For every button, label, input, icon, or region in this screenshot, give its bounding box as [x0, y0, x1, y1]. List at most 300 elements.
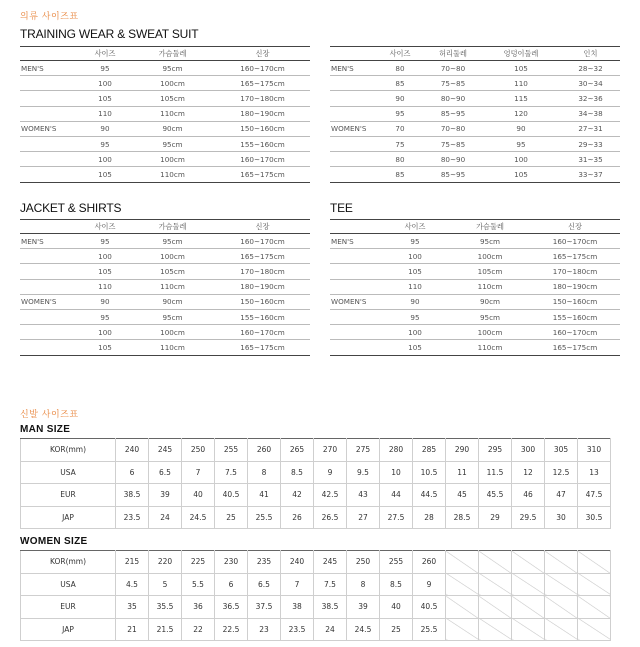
table-row	[330, 294, 620, 309]
table-cell: 165~175cm	[215, 167, 310, 182]
empty-cell	[512, 596, 545, 619]
size-cell: 38	[281, 596, 314, 619]
table-cell: 150~160cm	[215, 294, 310, 309]
table-cell: 75~85	[425, 76, 481, 91]
table-cell: 95	[481, 136, 561, 151]
table-row	[20, 234, 310, 249]
table-row	[20, 167, 310, 182]
empty-cell	[446, 551, 479, 574]
table-cell: 110cm	[130, 279, 215, 294]
row-label: JAP	[21, 618, 116, 641]
table-cell: 155~160cm	[215, 309, 310, 324]
training-table-title: TRAINING WEAR & SWEAT SUIT	[20, 27, 199, 41]
table-cell: 95	[80, 309, 130, 324]
table-cell: 80	[375, 61, 425, 76]
table-cell: 80	[375, 152, 425, 167]
table-row	[20, 264, 310, 279]
size-cell: 240	[281, 551, 314, 574]
group-label	[20, 279, 80, 294]
jacket-size-table	[20, 219, 310, 356]
column-header: 가슴둘레	[130, 47, 215, 61]
size-cell: 24.5	[347, 618, 380, 641]
size-cell: 27	[347, 506, 380, 529]
size-cell: 13	[578, 461, 611, 484]
table-row	[20, 279, 310, 294]
table-header-row	[20, 47, 310, 61]
table-row	[330, 249, 620, 264]
group-label: WOMEN'S	[330, 121, 375, 136]
size-cell: 42.5	[314, 484, 347, 507]
man-size-title: MAN SIZE	[20, 424, 71, 435]
table-cell: 100cm	[450, 249, 530, 264]
size-cell: 245	[149, 439, 182, 462]
table-cell: 80~90	[425, 91, 481, 106]
table-cell: 165~175cm	[215, 76, 310, 91]
table-cell: 100cm	[130, 249, 215, 264]
column-header	[20, 220, 80, 234]
table-header-row	[330, 220, 620, 234]
table-cell: 70~80	[425, 61, 481, 76]
empty-cell	[545, 573, 578, 596]
table-cell: 90	[80, 121, 130, 136]
size-cell: 40	[182, 484, 215, 507]
table-cell: 105	[80, 264, 130, 279]
size-cell: 26	[281, 506, 314, 529]
table-cell: 105	[80, 340, 130, 355]
size-cell: 29	[479, 506, 512, 529]
table-row	[330, 340, 620, 355]
size-cell: 44	[380, 484, 413, 507]
size-cell: 39	[347, 596, 380, 619]
size-cell: 40.5	[413, 596, 446, 619]
table-cell: 170~180cm	[530, 264, 620, 279]
pants-size-table	[330, 46, 620, 183]
column-header: 사이즈	[380, 220, 450, 234]
table-cell: 90	[481, 121, 561, 136]
table-cell: 150~160cm	[530, 294, 620, 309]
table-cell: 95cm	[130, 234, 215, 249]
row-label: EUR	[21, 596, 116, 619]
group-label	[20, 136, 80, 151]
table-cell: 30~34	[561, 76, 620, 91]
group-label: WOMEN'S	[20, 121, 80, 136]
size-cell: 24.5	[182, 506, 215, 529]
group-label: MEN'S	[330, 234, 380, 249]
table-row	[330, 76, 620, 91]
table-cell: 95cm	[130, 309, 215, 324]
table-cell: 170~180cm	[215, 264, 310, 279]
size-cell: 26.5	[314, 506, 347, 529]
size-cell: 47	[545, 484, 578, 507]
group-label	[330, 136, 375, 151]
size-cell: 285	[413, 439, 446, 462]
size-cell: 41	[248, 484, 281, 507]
table-row	[330, 121, 620, 136]
column-header	[330, 47, 375, 61]
table-cell: 165~175cm	[530, 249, 620, 264]
table-cell: 160~170cm	[215, 61, 310, 76]
group-label	[330, 91, 375, 106]
table-row	[20, 91, 310, 106]
column-header: 사이즈	[80, 220, 130, 234]
table-cell: 95	[375, 106, 425, 121]
size-cell: 25	[380, 618, 413, 641]
table-cell: 95cm	[450, 234, 530, 249]
row-label: KOR(mm)	[21, 551, 116, 574]
size-cell: 22.5	[215, 618, 248, 641]
table-cell: 105	[380, 264, 450, 279]
shoe-size-row	[21, 439, 611, 462]
size-cell: 230	[215, 551, 248, 574]
table-cell: 105	[380, 340, 450, 355]
table-cell: 100	[80, 249, 130, 264]
row-label: USA	[21, 461, 116, 484]
size-cell: 22	[182, 618, 215, 641]
table-cell: 100	[380, 249, 450, 264]
size-cell: 39	[149, 484, 182, 507]
size-cell: 7.5	[215, 461, 248, 484]
table-cell: 180~190cm	[530, 279, 620, 294]
size-cell: 245	[314, 551, 347, 574]
size-cell: 11.5	[479, 461, 512, 484]
empty-cell	[479, 618, 512, 641]
table-cell: 105cm	[130, 91, 215, 106]
table-cell: 70~80	[425, 121, 481, 136]
table-cell: 85~95	[425, 106, 481, 121]
size-cell: 310	[578, 439, 611, 462]
table-row	[20, 136, 310, 151]
group-label	[330, 264, 380, 279]
table-cell: 155~160cm	[530, 309, 620, 324]
table-row	[20, 294, 310, 309]
table-cell: 95cm	[450, 309, 530, 324]
table-row	[330, 91, 620, 106]
shoe-size-row	[21, 506, 611, 529]
size-cell: 235	[248, 551, 281, 574]
table-row	[20, 249, 310, 264]
table-row	[330, 325, 620, 340]
table-cell: 90cm	[130, 294, 215, 309]
size-cell: 25.5	[248, 506, 281, 529]
size-cell: 8	[248, 461, 281, 484]
size-cell: 9	[413, 573, 446, 596]
table-cell: 110	[380, 279, 450, 294]
size-cell: 290	[446, 439, 479, 462]
table-cell: 150~160cm	[215, 121, 310, 136]
column-header: 가슴둘레	[130, 220, 215, 234]
empty-cell	[545, 551, 578, 574]
shoe-size-heading: 신발 사이즈표	[20, 410, 79, 420]
row-label: KOR(mm)	[21, 439, 116, 462]
table-cell: 33~37	[561, 167, 620, 182]
size-cell: 38.5	[116, 484, 149, 507]
table-cell: 170~180cm	[215, 91, 310, 106]
group-label	[20, 76, 80, 91]
column-header: 가슴둘레	[450, 220, 530, 234]
size-cell: 7	[281, 573, 314, 596]
size-cell: 255	[215, 439, 248, 462]
group-label	[330, 340, 380, 355]
group-label	[330, 309, 380, 324]
group-label	[330, 152, 375, 167]
size-cell: 27.5	[380, 506, 413, 529]
size-cell: 4.5	[116, 573, 149, 596]
size-cell: 7.5	[314, 573, 347, 596]
table-cell: 110cm	[130, 340, 215, 355]
size-cell: 38.5	[314, 596, 347, 619]
size-cell: 6.5	[248, 573, 281, 596]
empty-cell	[578, 551, 611, 574]
size-cell: 215	[116, 551, 149, 574]
size-cell: 24	[149, 506, 182, 529]
table-cell: 100	[380, 325, 450, 340]
size-cell: 36	[182, 596, 215, 619]
column-header	[20, 47, 80, 61]
size-cell: 23.5	[281, 618, 314, 641]
size-cell: 5.5	[182, 573, 215, 596]
size-cell: 35	[116, 596, 149, 619]
empty-cell	[578, 573, 611, 596]
table-cell: 180~190cm	[215, 106, 310, 121]
shoe-size-row	[21, 596, 611, 619]
table-cell: 165~175cm	[530, 340, 620, 355]
training-size-table	[20, 46, 310, 183]
empty-cell	[479, 596, 512, 619]
group-label	[330, 106, 375, 121]
empty-cell	[479, 551, 512, 574]
size-cell: 45	[446, 484, 479, 507]
size-cell: 40	[380, 596, 413, 619]
size-cell: 43	[347, 484, 380, 507]
table-cell: 75~85	[425, 136, 481, 151]
column-header: 엉덩이둘레	[481, 47, 561, 61]
tee-table-title: TEE	[330, 201, 353, 215]
size-cell: 9.5	[347, 461, 380, 484]
size-cell: 280	[380, 439, 413, 462]
table-cell: 160~170cm	[215, 325, 310, 340]
women-size-title: WOMEN SIZE	[20, 536, 88, 547]
table-cell: 95	[380, 234, 450, 249]
size-cell: 10.5	[413, 461, 446, 484]
size-cell: 250	[182, 439, 215, 462]
size-cell: 260	[248, 439, 281, 462]
table-cell: 160~170cm	[215, 234, 310, 249]
size-cell: 275	[347, 439, 380, 462]
size-cell: 6.5	[149, 461, 182, 484]
empty-cell	[512, 573, 545, 596]
empty-cell	[446, 596, 479, 619]
table-cell: 105	[481, 167, 561, 182]
size-cell: 300	[512, 439, 545, 462]
group-label	[20, 91, 80, 106]
table-cell: 100cm	[450, 325, 530, 340]
table-row	[20, 325, 310, 340]
table-cell: 95	[380, 309, 450, 324]
empty-cell	[512, 618, 545, 641]
size-cell: 305	[545, 439, 578, 462]
table-cell: 120	[481, 106, 561, 121]
size-cell: 265	[281, 439, 314, 462]
table-header-row	[20, 220, 310, 234]
size-cell: 5	[149, 573, 182, 596]
table-cell: 115	[481, 91, 561, 106]
table-cell: 155~160cm	[215, 136, 310, 151]
size-cell: 25	[215, 506, 248, 529]
size-cell: 240	[116, 439, 149, 462]
table-cell: 165~175cm	[215, 249, 310, 264]
table-row	[20, 121, 310, 136]
size-cell: 29.5	[512, 506, 545, 529]
table-row	[330, 167, 620, 182]
group-label	[330, 76, 375, 91]
table-row	[330, 61, 620, 76]
man-shoe-size-table	[20, 438, 611, 529]
size-cell: 8	[347, 573, 380, 596]
table-cell: 90	[80, 294, 130, 309]
table-row	[20, 309, 310, 324]
size-cell: 295	[479, 439, 512, 462]
table-cell: 80~90	[425, 152, 481, 167]
group-label	[330, 325, 380, 340]
group-label	[20, 309, 80, 324]
table-cell: 95cm	[130, 136, 215, 151]
size-cell: 255	[380, 551, 413, 574]
size-cell: 225	[182, 551, 215, 574]
table-cell: 160~170cm	[530, 234, 620, 249]
shoe-size-row	[21, 618, 611, 641]
size-cell: 270	[314, 439, 347, 462]
table-cell: 70	[375, 121, 425, 136]
table-row	[20, 61, 310, 76]
column-header: 신장	[215, 220, 310, 234]
group-label: MEN'S	[20, 61, 80, 76]
table-cell: 110	[481, 76, 561, 91]
group-label	[20, 106, 80, 121]
table-cell: 105	[481, 61, 561, 76]
size-cell: 23	[248, 618, 281, 641]
table-cell: 110cm	[130, 106, 215, 121]
empty-cell	[512, 551, 545, 574]
size-cell: 7	[182, 461, 215, 484]
table-cell: 100cm	[130, 152, 215, 167]
group-label	[330, 167, 375, 182]
column-header: 사이즈	[80, 47, 130, 61]
table-cell: 160~170cm	[530, 325, 620, 340]
empty-cell	[479, 573, 512, 596]
table-row	[330, 264, 620, 279]
group-label	[20, 167, 80, 182]
table-cell: 165~175cm	[215, 340, 310, 355]
size-cell: 37.5	[248, 596, 281, 619]
size-cell: 8.5	[380, 573, 413, 596]
table-cell: 110	[80, 279, 130, 294]
size-cell: 46	[512, 484, 545, 507]
table-cell: 180~190cm	[215, 279, 310, 294]
size-cell: 12.5	[545, 461, 578, 484]
group-label: MEN'S	[20, 234, 80, 249]
table-cell: 28~32	[561, 61, 620, 76]
group-label	[20, 249, 80, 264]
table-cell: 90	[380, 294, 450, 309]
table-cell: 29~33	[561, 136, 620, 151]
empty-cell	[545, 596, 578, 619]
table-cell: 90cm	[450, 294, 530, 309]
group-label: MEN'S	[330, 61, 375, 76]
column-header: 인치	[561, 47, 620, 61]
size-cell: 40.5	[215, 484, 248, 507]
table-cell: 100cm	[130, 76, 215, 91]
row-label: JAP	[21, 506, 116, 529]
size-cell: 35.5	[149, 596, 182, 619]
table-cell: 105	[80, 167, 130, 182]
table-cell: 160~170cm	[215, 152, 310, 167]
shoe-size-row	[21, 484, 611, 507]
table-cell: 100	[481, 152, 561, 167]
size-cell: 25.5	[413, 618, 446, 641]
table-cell: 110cm	[130, 167, 215, 182]
table-cell: 105cm	[450, 264, 530, 279]
group-label: WOMEN'S	[20, 294, 80, 309]
jacket-table-title: JACKET & SHIRTS	[20, 201, 122, 215]
size-cell: 47.5	[578, 484, 611, 507]
size-cell: 30	[545, 506, 578, 529]
table-cell: 75	[375, 136, 425, 151]
empty-cell	[446, 618, 479, 641]
size-cell: 250	[347, 551, 380, 574]
table-cell: 100	[80, 76, 130, 91]
size-cell: 8.5	[281, 461, 314, 484]
size-cell: 36.5	[215, 596, 248, 619]
group-label	[20, 264, 80, 279]
table-cell: 100	[80, 152, 130, 167]
size-cell: 9	[314, 461, 347, 484]
group-label	[20, 340, 80, 355]
table-cell: 31~35	[561, 152, 620, 167]
group-label	[20, 152, 80, 167]
size-cell: 44.5	[413, 484, 446, 507]
table-cell: 105cm	[130, 264, 215, 279]
table-cell: 85~95	[425, 167, 481, 182]
table-row	[330, 136, 620, 151]
table-cell: 110cm	[450, 279, 530, 294]
table-cell: 100	[80, 325, 130, 340]
column-header: 신장	[530, 220, 620, 234]
group-label	[20, 325, 80, 340]
group-label: WOMEN'S	[330, 294, 380, 309]
shoe-size-row	[21, 461, 611, 484]
tee-size-table	[330, 219, 620, 356]
shoe-size-row	[21, 573, 611, 596]
table-cell: 32~36	[561, 91, 620, 106]
table-cell: 90cm	[130, 121, 215, 136]
size-cell: 28.5	[446, 506, 479, 529]
size-cell: 30.5	[578, 506, 611, 529]
table-cell: 100cm	[130, 325, 215, 340]
size-cell: 45.5	[479, 484, 512, 507]
size-cell: 21	[116, 618, 149, 641]
table-row	[330, 152, 620, 167]
group-label	[330, 279, 380, 294]
row-label: EUR	[21, 484, 116, 507]
column-header: 신장	[215, 47, 310, 61]
empty-cell	[578, 596, 611, 619]
size-cell: 220	[149, 551, 182, 574]
table-cell: 110cm	[450, 340, 530, 355]
table-row	[20, 76, 310, 91]
empty-cell	[578, 618, 611, 641]
table-cell: 85	[375, 76, 425, 91]
size-cell: 11	[446, 461, 479, 484]
